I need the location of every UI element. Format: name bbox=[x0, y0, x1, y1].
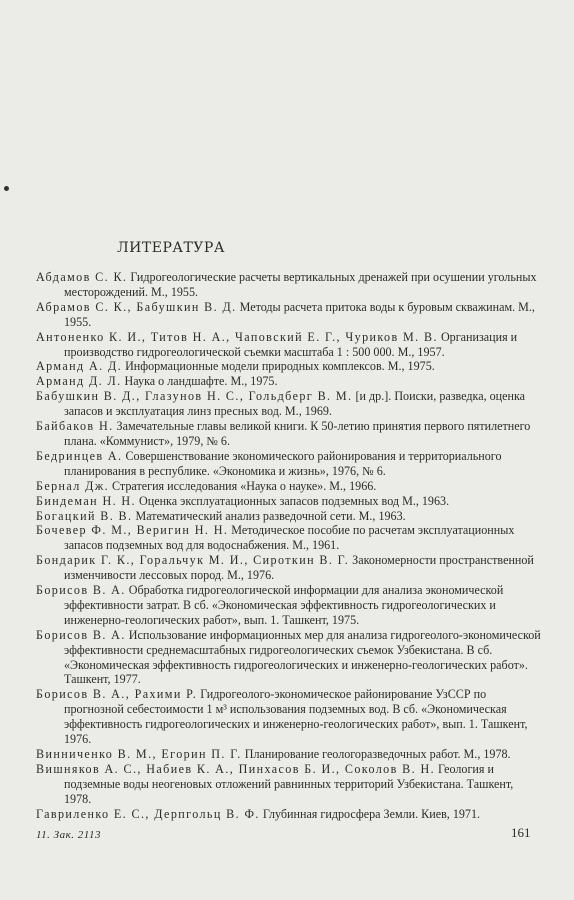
reference-text: Гидрогеологические расчеты вертикальных дренажей при осушении угольных месторождений. М., 1955. bbox=[64, 270, 537, 299]
reference-text: Стратегия исследования «Наука о науке». М., 1966. bbox=[109, 478, 377, 493]
reference-item bbox=[36, 374, 542, 389]
reference-author: Вишняков А. С., Набиев К. А., Пинхасов Б. И., Соколов В. Н. bbox=[36, 761, 436, 776]
reference-item bbox=[36, 359, 542, 374]
reference-item bbox=[36, 807, 542, 822]
reference-text: Информационные модели природных комплексов. М., 1975. bbox=[122, 359, 435, 374]
page-number: 161 bbox=[511, 825, 531, 840]
reference-author: Арманд А. Д. bbox=[36, 359, 123, 374]
reference-item bbox=[36, 553, 542, 583]
reference-author: Антоненко К. И., Титов Н. А., Чаповский Е. Г., Чуриков М. В. bbox=[36, 329, 438, 344]
reference-text: Гидрогеолого-экономическое районирование УзССР по прогнозной себестоимости 1 м³ использования подземных вод. В сб. «Экономическая эффективность гидрогеологических и инженерно-геологических работ», вып. 1. Ташкент, 1976. bbox=[64, 687, 528, 747]
reference-author: Винниченко В. М., Егорин П. Г. bbox=[36, 747, 242, 761]
reference-text: Совершенствование экономического районирования и территориального планирования в республике. «Экономика и жизнь», 1976, № 6. bbox=[64, 448, 502, 478]
reference-text: Использование информационных мер для анализа гидрогеолого-экономической эффективности среднемасштабных гидрогеологических съемок Узбекистана. В сб. «Экономическая эффективность гидрогеологических и инженерно-геологических работ». Ташкент, 1977. bbox=[64, 627, 541, 687]
reference-author: Бочевер Ф. М., Веригин Н. Н. bbox=[36, 523, 229, 538]
reference-author: Борисов В. А., Рахими Р. bbox=[36, 687, 198, 702]
reference-author: Абрамов С. К., Бабушкин В. Д. bbox=[36, 299, 237, 314]
reference-item bbox=[36, 747, 542, 762]
reference-text: Закономерности пространственной изменчивости лессовых пород. М., 1976. bbox=[64, 553, 534, 583]
reference-author: Богацкий В. В. bbox=[36, 508, 133, 523]
reference-text: Организация и производство гидрогеологической съемки масштаба 1 : 500 000. М., 1957. bbox=[64, 329, 518, 359]
reference-item bbox=[36, 419, 542, 449]
reference-author: Бедринцев А. bbox=[36, 448, 123, 463]
reference-item bbox=[36, 330, 542, 360]
reference-author: Бабушкин В. Д., Глазунов Н. С., Гольдберг В. М. bbox=[36, 389, 353, 404]
reference-author: Абдамов С. К. bbox=[36, 270, 128, 284]
reference-author: Гавриленко Е. С., Дерпгольц В. Ф. bbox=[36, 806, 260, 821]
reference-text: Геология и подземные воды неогеновых отложений равнинных территорий Узбекистана. Ташкент, 1978. bbox=[64, 761, 514, 806]
reference-text: Глубинная гидросфера Земли. Киев, 1971. bbox=[259, 806, 481, 821]
reference-text: Методы расчета притока воды к буровым скважинам. М., 1955. bbox=[64, 299, 535, 329]
reference-author: Биндеман Н. Н. bbox=[36, 493, 136, 508]
reference-text: Наука о ландшафте. М., 1975. bbox=[121, 374, 278, 389]
reference-author: Арманд Д. Л. bbox=[36, 374, 122, 389]
reference-item bbox=[36, 479, 542, 494]
printer-signature: 11. Зак. 2113 bbox=[36, 829, 101, 841]
reference-item bbox=[36, 523, 542, 553]
reference-author: Бондарик Г. К., Горальчук М. И., Сироткин В. Г. bbox=[36, 553, 350, 568]
reference-text: Математический анализ разведочной сети. М., 1963. bbox=[132, 508, 406, 523]
reference-author: Байбаков Н. bbox=[36, 419, 114, 434]
reference-item bbox=[36, 509, 542, 524]
reference-author: Борисов В. А. bbox=[36, 627, 126, 642]
reference-text: Обработка гидрогеологической информации для анализа экономической эффективности затрат. В сб. «Экономическая эффективность гидрогеологических и инженерно-геологических работ», вып. 1. Ташкент, 1975. bbox=[64, 583, 504, 627]
reference-author: Бернал Дж. bbox=[36, 478, 109, 493]
reference-item bbox=[36, 583, 542, 628]
ink-mark bbox=[4, 186, 9, 191]
reference-list bbox=[36, 270, 542, 822]
reference-text: [и др.]. Поиски, разведка, оценка запасов и эксплуатация линз пресных вод. М., 1969. bbox=[64, 389, 526, 419]
reference-text: Планирование геологоразведочных работ. М., 1978. bbox=[241, 747, 511, 761]
section-heading: ЛИТЕРАТУРА bbox=[117, 240, 225, 256]
reference-item bbox=[36, 687, 542, 747]
reference-author: Борисов В. А. bbox=[36, 583, 126, 598]
reference-text: Оценка эксплуатационных запасов подземных вод М., 1963. bbox=[135, 493, 450, 508]
reference-item bbox=[36, 389, 542, 419]
reference-item bbox=[36, 300, 542, 330]
reference-text: Замечательные главы великой книги. К 50-летию принятия первого пятилетнего плана. «Коммунист», 1979, № 6. bbox=[64, 419, 531, 448]
reference-text: Методическое пособие по расчетам эксплуатационных запасов подземных вод для водоснабжения. М., 1961. bbox=[64, 523, 515, 553]
reference-item bbox=[36, 628, 542, 688]
reference-item bbox=[36, 449, 542, 479]
reference-item bbox=[36, 494, 542, 509]
reference-item bbox=[36, 762, 542, 807]
reference-item bbox=[36, 270, 542, 300]
